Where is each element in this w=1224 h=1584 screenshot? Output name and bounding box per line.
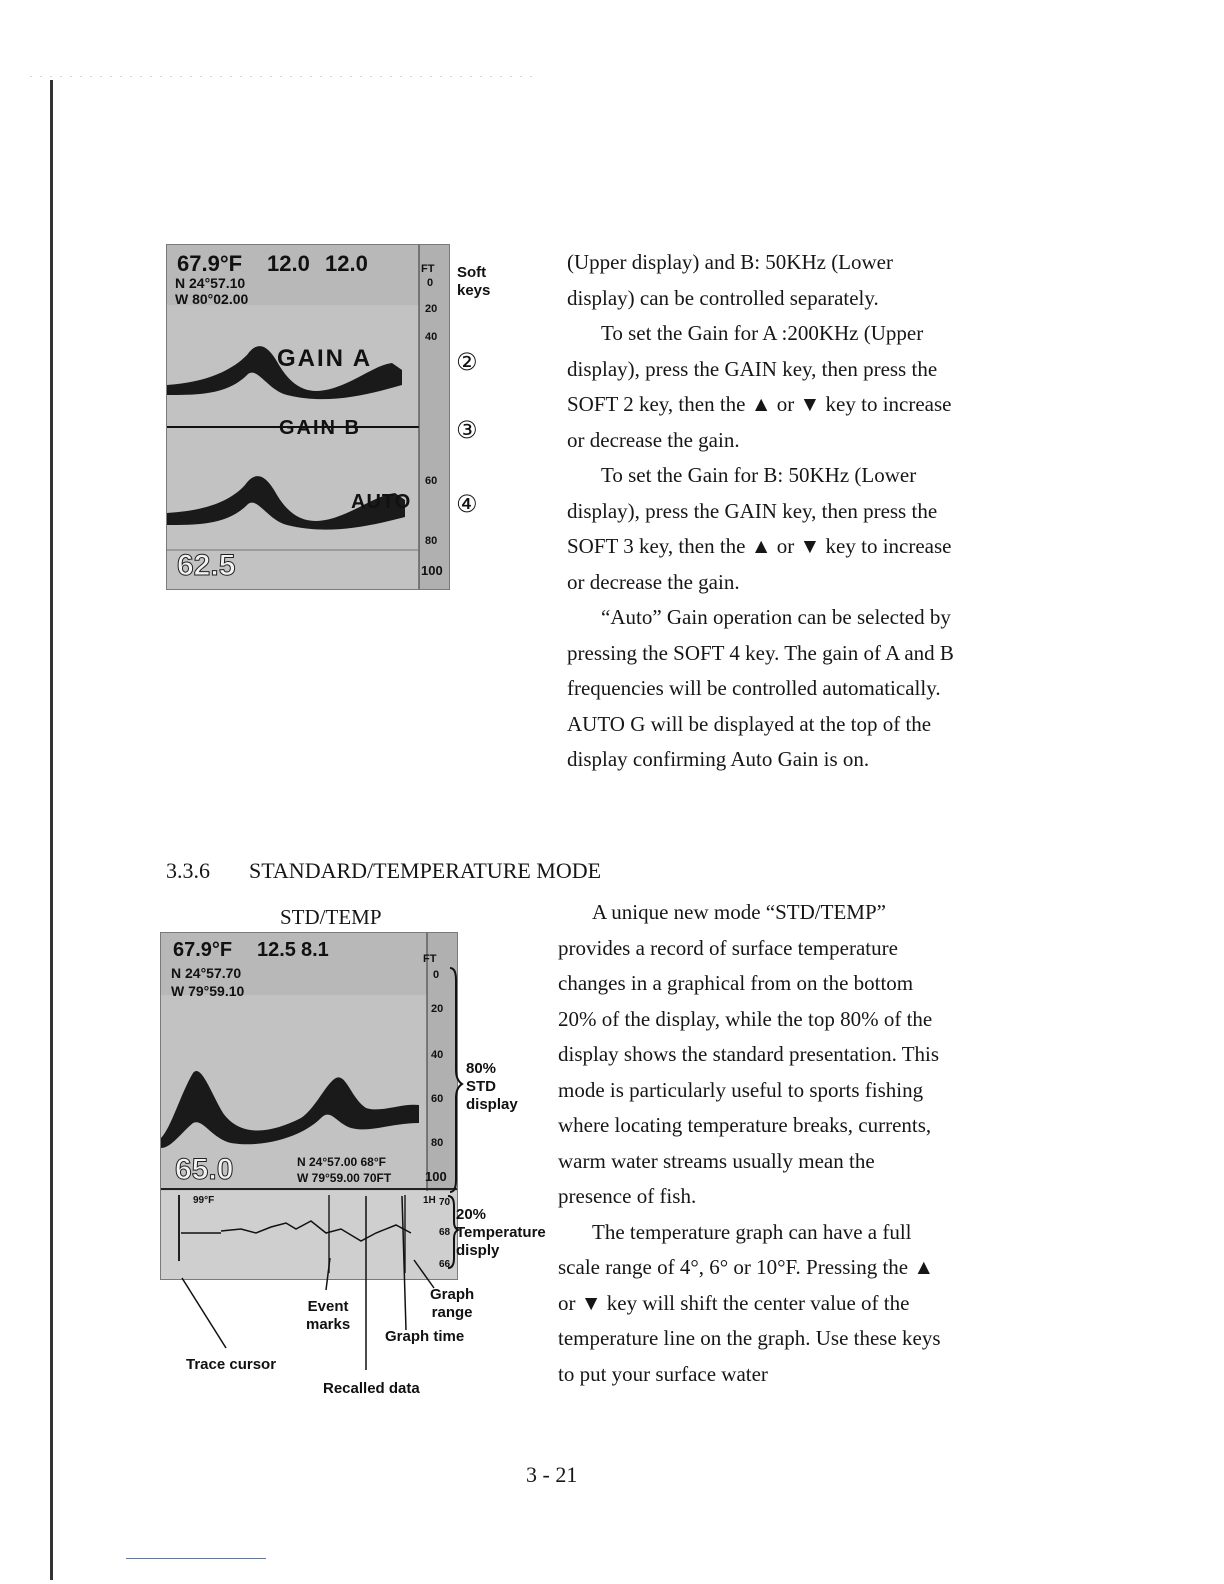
temp-graph-top-label: 99°F [193,1195,215,1206]
recalled-lon: W 79°59.00 70FT [297,1171,392,1185]
temp-graph-tick: 70 [439,1197,451,1208]
upper-readout-speed: 12.0 [267,251,310,276]
recalled-lat: N 24°57.00 68°F [297,1155,386,1169]
gain-b-soft-key-label: GAIN B [279,417,361,439]
section-number: 3.3.6 [166,858,210,883]
paragraph: To set the Gain for B: 50KHz (Lower display), press the GAIN key, then press the SOFT 3 key, then the ▲ or ▼ key to increase or decrease the gain. [567,463,952,594]
lower-depth-unit: FT [423,953,437,965]
upper-scale-tick: 0 [427,277,434,289]
lower-scale-tick: 40 [431,1049,444,1061]
page-number: 3 - 21 [526,1462,578,1487]
lower-readout-lon: W 79°59.10 [171,983,245,999]
paragraph: (Upper display) and B: 50KHz (Lower display) can be controlled separately. [567,250,893,310]
upper-depth-unit: FT [421,263,435,275]
paragraph: To set the Gain for A :200KHz (Upper display), press the GAIN key, then press the SOFT 2 key, then the ▲ or ▼ key to increase or decrease the gain. [567,321,952,452]
upper-readout-lat: N 24°57.10 [175,275,246,291]
upper-scale-tick: 80 [425,535,438,547]
event-marks-callout: Event marks [306,1298,351,1333]
trace-cursor-callout: Trace cursor [186,1356,277,1373]
lower-readout-depth: 8.1 [301,939,329,961]
upper-readout-temp: 67.9°F [177,251,243,276]
lower-readout-temp: 67.9°F [173,939,233,961]
lower-scale-tick: 20 [431,1003,444,1015]
gain-a-soft-key-label: GAIN A [277,345,373,372]
lower-readout-speed: 12.5 [257,939,296,961]
lower-big-depth: 65.0 [175,1153,234,1186]
footer-rule [126,1558,266,1559]
lower-scale-tick: 0 [433,969,440,981]
upper-readout-lon: W 80°02.00 [175,291,249,307]
paragraph: A unique new mode “STD/TEMP” provides a record of surface temperature changes in a graphical from on the bottom 20% of the display, while the top 80% of the display shows the standard presentation. This mode is particularly useful to sports fishing where locating temperature breaks, currents, warm water streams usually mean the presence of fish. [558,900,940,1208]
auto-soft-key-label: AUTO [351,491,412,513]
upper-sounder-screen [166,244,450,590]
std-temp-caption: STD/TEMP [280,905,382,929]
temp-graph-tick: 66 [439,1259,451,1270]
temp-graph-tick: 68 [439,1227,451,1238]
lower-scale-tick: 60 [431,1093,444,1105]
lower-body-text [558,895,950,1392]
recalled-data-callout: Recalled data [323,1380,420,1397]
std-display-label: 80% STD display [466,1060,518,1113]
soft-key-2-marker: ② [456,348,478,376]
soft-key-4-marker: ④ [456,490,478,518]
lower-scale-tick: 80 [431,1137,444,1149]
scan-artifact: . . . . . . . . . . . . . . . . . . . . . . . . . . . . . . . . . . . . . . . . . . . . . . . . . . . [30,70,535,78]
upper-big-depth: 62.5 [177,549,236,582]
upper-scale-tick: 20 [425,303,438,315]
lower-scale-tick: 100 [425,1169,447,1184]
paragraph: The temperature graph can have a full scale range of 4°, 6° or 10°F. Pressing the ▲ or ▼ key will shift the center value of the temperature line on the graph. Use these keys to put your surface water [558,1219,941,1386]
upper-scale-tick: 60 [425,475,438,487]
upper-readout-depth: 12.0 [325,251,368,276]
lower-readout-lat: N 24°57.70 [171,965,242,981]
graph-time-callout: Graph time [385,1328,465,1345]
figure-callout-lines [150,960,610,1390]
soft-keys-label: Soft keys [457,264,491,299]
temp-graph-time-label: 1H [423,1195,436,1206]
section-heading [166,858,601,884]
paragraph: “Auto” Gain operation can be selected by pressing the SOFT 4 key. The gain of A and B frequencies will be controlled automatically. AUTO G will be displayed at the top of the display confirming Auto Gain is on. [567,605,954,771]
section-title: STANDARD/TEMPERATURE MODE [249,858,602,883]
upper-scale-tick: 100 [421,563,443,578]
graph-range-callout: Graph range [430,1286,475,1321]
upper-body-text [567,245,959,778]
page-binding-edge [50,80,53,1580]
soft-key-3-marker: ③ [456,416,478,444]
temperature-display-label: 20% Temperature disply [456,1206,546,1259]
upper-scale-tick: 40 [425,331,438,343]
